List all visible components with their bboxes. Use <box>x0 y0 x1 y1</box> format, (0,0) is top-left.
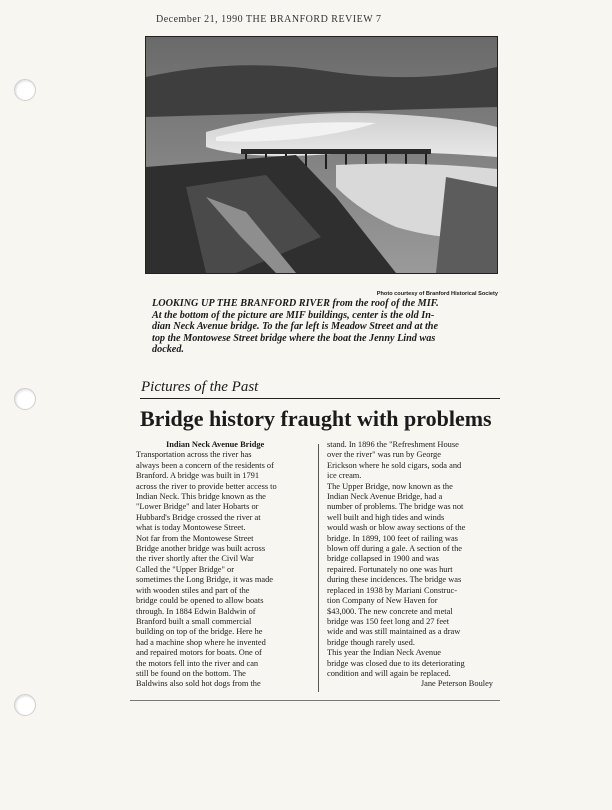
article-line: repaired. Fortunately no one was hurt <box>327 564 453 574</box>
caption-line: docked. <box>152 344 184 356</box>
article-line: Not far from the Montowese Street <box>136 533 254 543</box>
article-line: Transportation across the river has <box>136 450 252 460</box>
photo-caption <box>152 298 498 386</box>
caption-line: top the Montowese Street bridge where the boat the Jenny Lind was <box>152 332 436 344</box>
right-shore <box>436 177 497 273</box>
article-column-right <box>327 440 499 700</box>
article-line: Branford built a small commercial <box>136 616 252 626</box>
article-line: bridge collapsed in 1900 and was <box>327 554 439 564</box>
bridge-deck <box>241 149 431 154</box>
article-line: the motors fell into the river and can <box>136 658 259 668</box>
section-label: Pictures of the Past <box>141 379 259 395</box>
article-line: bridge was closed due to its deteriorating <box>327 658 465 668</box>
article-line: what is today Montowese Street. <box>136 523 246 533</box>
article-line: Indian Neck Avenue Bridge, had a <box>327 492 443 502</box>
article-line: This year the Indian Neck Avenue <box>327 648 442 658</box>
article-line: Bridge another bridge was built across <box>136 544 266 554</box>
article-line: building on top of the bridge. Here he <box>136 627 263 637</box>
article-line: Erickson where he sold cigars, soda and <box>327 460 462 470</box>
article-line: replaced in 1938 by Mariani Construc- <box>327 585 458 595</box>
river-photo-illustration <box>146 37 497 273</box>
photo-credit: Photo courtesy of Branford Historical Society <box>376 291 498 297</box>
article-line: well built and high tides and winds <box>327 512 445 522</box>
binder-hole-middle <box>14 388 36 410</box>
article-byline: Jane Peterson Bouley <box>420 679 493 689</box>
article-line: across the river to provide better access to <box>136 481 277 491</box>
article-line: Called the "Upper Bridge" or <box>136 564 235 574</box>
article-subhead: Indian Neck Avenue Bridge <box>166 440 265 449</box>
article-line: sometimes the Long Bridge, it was made <box>136 575 273 585</box>
article-line: the river shortly after the Civil War <box>136 554 254 564</box>
article-line: through. In 1884 Edwin Baldwin of <box>136 606 256 616</box>
article-line: Hubbard's Bridge crossed the river at <box>136 512 261 522</box>
article-line: bridge was 150 feet long and 27 feet <box>327 616 450 626</box>
bottom-rule <box>130 700 500 701</box>
caption-line: LOOKING UP THE BRANFORD RIVER from the roof of the MIF. <box>152 298 439 309</box>
binder-hole-bottom <box>14 694 36 716</box>
article-column-left <box>136 440 304 700</box>
article-line: always been a concern of the residents of <box>136 460 274 470</box>
article-line: condition and will again be replaced. <box>327 668 451 678</box>
article-line: blown off during a gale. A section of the <box>327 544 462 554</box>
article-line: "Lower Bridge" and later Hobarts or <box>136 502 259 512</box>
article-line: Branford. A bridge was built in 1791 <box>136 471 260 481</box>
article-line: ice cream. <box>327 471 362 481</box>
article-line: still be found on the bottom. The <box>136 668 246 678</box>
binder-hole-top <box>14 79 36 101</box>
article-line: with wooden stiles and part of the <box>136 585 250 595</box>
article-line: bridge could be opened to allow boats <box>136 596 264 606</box>
newspaper-masthead: December 21, 1990 THE BRANFORD REVIEW 7 <box>156 14 382 25</box>
article-line: Indian Neck. This bridge known as the <box>136 492 266 502</box>
historical-photo <box>145 36 498 274</box>
column-divider <box>318 444 319 692</box>
article-line: during these incidences. The bridge was <box>327 575 462 585</box>
article-line: wide and was still maintained as a draw <box>327 627 461 637</box>
article-headline: Bridge history fraught with problems <box>140 406 492 431</box>
caption-line: dian Neck Avenue bridge. To the far left is Meadow Street and at the <box>152 321 438 333</box>
article-line: had a machine shop where he invented <box>136 637 266 647</box>
article-line: and repaired motors for boats. One of <box>136 648 262 658</box>
caption-line: At the bottom of the picture are MIF buildings, center is the old In- <box>152 309 435 321</box>
article-line: number of problems. The bridge was not <box>327 502 464 512</box>
article-line: would wash or blow away sections of the <box>327 523 466 533</box>
article-line: stand. In 1896 the "Refreshment House <box>327 440 459 449</box>
article-line: The Upper Bridge, now known as the <box>327 481 453 491</box>
article-line: bridge though rarely used. <box>327 637 415 647</box>
article-line: Baldwins also sold hot dogs from the <box>136 679 261 689</box>
article-line: $43,000. The new concrete and metal <box>327 606 453 616</box>
section-divider <box>140 398 500 399</box>
article-line: over the river" was run by George <box>327 450 441 460</box>
article-line: bridge. In 1899, 100 feet of railing was <box>327 533 458 543</box>
article-line: tion Company of New Haven for <box>327 596 438 606</box>
